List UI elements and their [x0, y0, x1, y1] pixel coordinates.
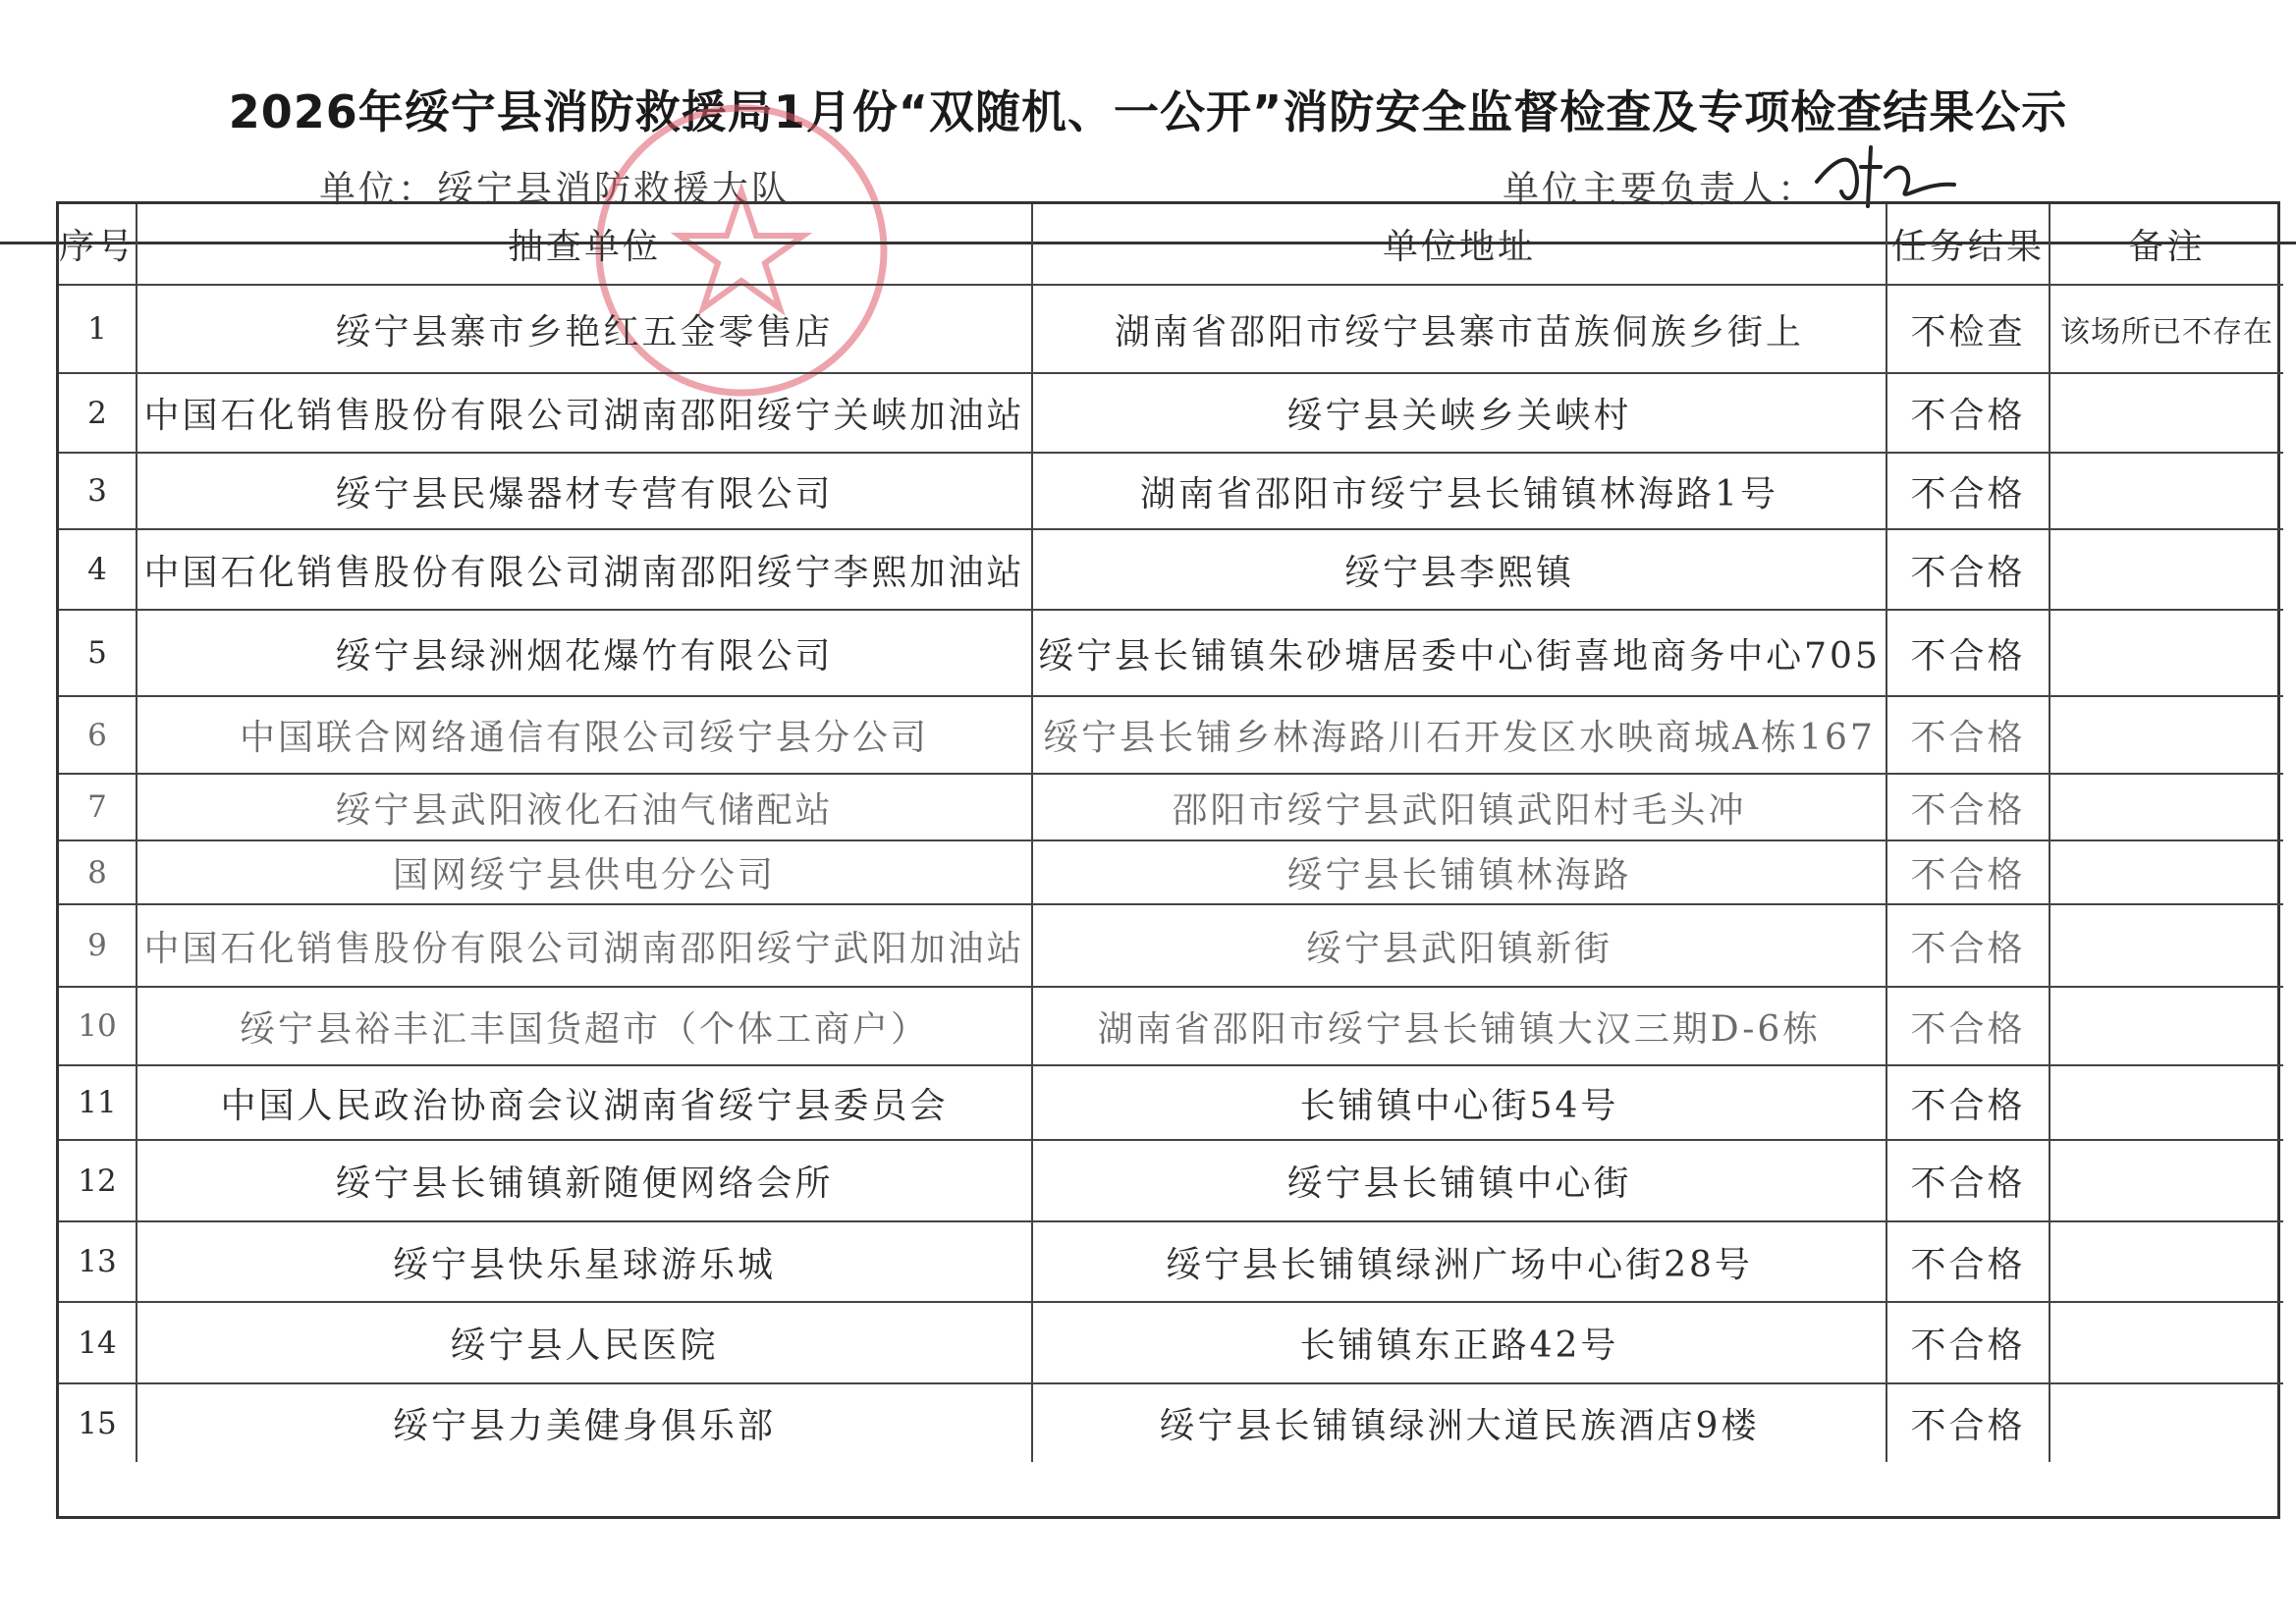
- row-no: 7: [59, 775, 137, 841]
- row-address: 绥宁县武阳镇新街: [1033, 905, 1887, 988]
- row-result: 不合格: [1887, 1141, 2050, 1222]
- row-note: [2050, 1066, 2283, 1141]
- row-unit: 国网绥宁县供电分公司: [137, 841, 1033, 905]
- row-no: 6: [59, 697, 137, 775]
- row-note: [2050, 1303, 2283, 1384]
- row-result: 不合格: [1887, 1384, 2050, 1462]
- row-unit: 中国人民政治协商会议湖南省绥宁县委员会: [137, 1066, 1033, 1141]
- row-no: 13: [59, 1222, 137, 1303]
- row-no: 15: [59, 1384, 137, 1462]
- row-address: 长铺镇中心街54号: [1033, 1066, 1887, 1141]
- row-unit: 绥宁县裕丰汇丰国货超市（个体工商户）: [137, 988, 1033, 1066]
- row-address: 绥宁县关峡乡关峡村: [1033, 374, 1887, 454]
- row-address: 绥宁县长铺镇林海路: [1033, 841, 1887, 905]
- row-address: 绥宁县长铺镇绿洲广场中心街28号: [1033, 1222, 1887, 1303]
- row-result: 不合格: [1887, 697, 2050, 775]
- header-result: 任务结果: [1887, 204, 2050, 286]
- row-address: 绥宁县长铺镇绿洲大道民族酒店9楼: [1033, 1384, 1887, 1462]
- row-address: 绥宁县长铺乡林海路川石开发区水映商城A栋167: [1033, 697, 1887, 775]
- row-address: 长铺镇东正路42号: [1033, 1303, 1887, 1384]
- row-note: [2050, 905, 2283, 988]
- row-address: 绥宁县长铺镇中心街: [1033, 1141, 1887, 1222]
- row-note: [2050, 1141, 2283, 1222]
- responsible-label: 单位主要负责人：: [1503, 168, 1817, 210]
- row-result: 不合格: [1887, 988, 2050, 1066]
- results-table: [56, 201, 2280, 1519]
- row-unit: 绥宁县长铺镇新随便网络会所: [137, 1141, 1033, 1222]
- row-unit: 中国石化销售股份有限公司湖南邵阳绥宁关峡加油站: [137, 374, 1033, 454]
- row-unit: 中国石化销售股份有限公司湖南邵阳绥宁武阳加油站: [137, 905, 1033, 988]
- row-result: 不合格: [1887, 1222, 2050, 1303]
- row-note: [2050, 775, 2283, 841]
- row-no: 10: [59, 988, 137, 1066]
- row-note: [2050, 454, 2283, 530]
- unit-label: 单位：绥宁县消防救援大队: [319, 168, 791, 210]
- row-no: 12: [59, 1141, 137, 1222]
- row-address: 湖南省邵阳市绥宁县寨市苗族侗族乡街上: [1033, 286, 1887, 374]
- row-no: 3: [59, 454, 137, 530]
- row-unit: 绥宁县力美健身俱乐部: [137, 1384, 1033, 1462]
- row-result: 不合格: [1887, 374, 2050, 454]
- row-no: 8: [59, 841, 137, 905]
- row-result: 不合格: [1887, 454, 2050, 530]
- row-result: 不合格: [1887, 905, 2050, 988]
- header-note: 备注: [2050, 204, 2283, 286]
- row-note: [2050, 530, 2283, 611]
- row-address: 邵阳市绥宁县武阳镇武阳村毛头冲: [1033, 775, 1887, 841]
- row-note: [2050, 1384, 2283, 1462]
- row-no: 4: [59, 530, 137, 611]
- row-note: 该场所已不存在: [2050, 286, 2283, 374]
- row-result: 不合格: [1887, 775, 2050, 841]
- row-note: [2050, 988, 2283, 1066]
- page-title: 2026年绥宁县消防救援局1月份“双随机、一公开”消防安全监督检查及专项检查结果公示: [228, 85, 2068, 138]
- row-result: 不检查: [1887, 286, 2050, 374]
- row-unit: 绥宁县寨市乡艳红五金零售店: [137, 286, 1033, 374]
- row-address: 湖南省邵阳市绥宁县长铺镇林海路1号: [1033, 454, 1887, 530]
- header-no: 序号: [59, 204, 137, 286]
- row-unit: 绥宁县民爆器材专营有限公司: [137, 454, 1033, 530]
- row-unit: 中国联合网络通信有限公司绥宁县分公司: [137, 697, 1033, 775]
- row-result: 不合格: [1887, 530, 2050, 611]
- header-unit: 抽查单位: [137, 204, 1033, 286]
- row-unit: 中国石化销售股份有限公司湖南邵阳绥宁李熙加油站: [137, 530, 1033, 611]
- row-result: 不合格: [1887, 611, 2050, 697]
- row-note: [2050, 1222, 2283, 1303]
- row-result: 不合格: [1887, 1303, 2050, 1384]
- row-unit: 绥宁县绿洲烟花爆竹有限公司: [137, 611, 1033, 697]
- row-note: [2050, 841, 2283, 905]
- row-no: 5: [59, 611, 137, 697]
- row-result: 不合格: [1887, 1066, 2050, 1141]
- row-address: 湖南省邵阳市绥宁县长铺镇大汉三期D-6栋: [1033, 988, 1887, 1066]
- row-no: 1: [59, 286, 137, 374]
- row-note: [2050, 611, 2283, 697]
- row-no: 2: [59, 374, 137, 454]
- row-unit: 绥宁县武阳液化石油气储配站: [137, 775, 1033, 841]
- row-note: [2050, 697, 2283, 775]
- header-address: 单位地址: [1033, 204, 1887, 286]
- row-unit: 绥宁县快乐星球游乐城: [137, 1222, 1033, 1303]
- row-result: 不合格: [1887, 841, 2050, 905]
- row-address: 绥宁县长铺镇朱砂塘居委中心街喜地商务中心705: [1033, 611, 1887, 697]
- row-no: 11: [59, 1066, 137, 1141]
- row-no: 14: [59, 1303, 137, 1384]
- row-address: 绥宁县李熙镇: [1033, 530, 1887, 611]
- row-unit: 绥宁县人民医院: [137, 1303, 1033, 1384]
- row-note: [2050, 374, 2283, 454]
- row-no: 9: [59, 905, 137, 988]
